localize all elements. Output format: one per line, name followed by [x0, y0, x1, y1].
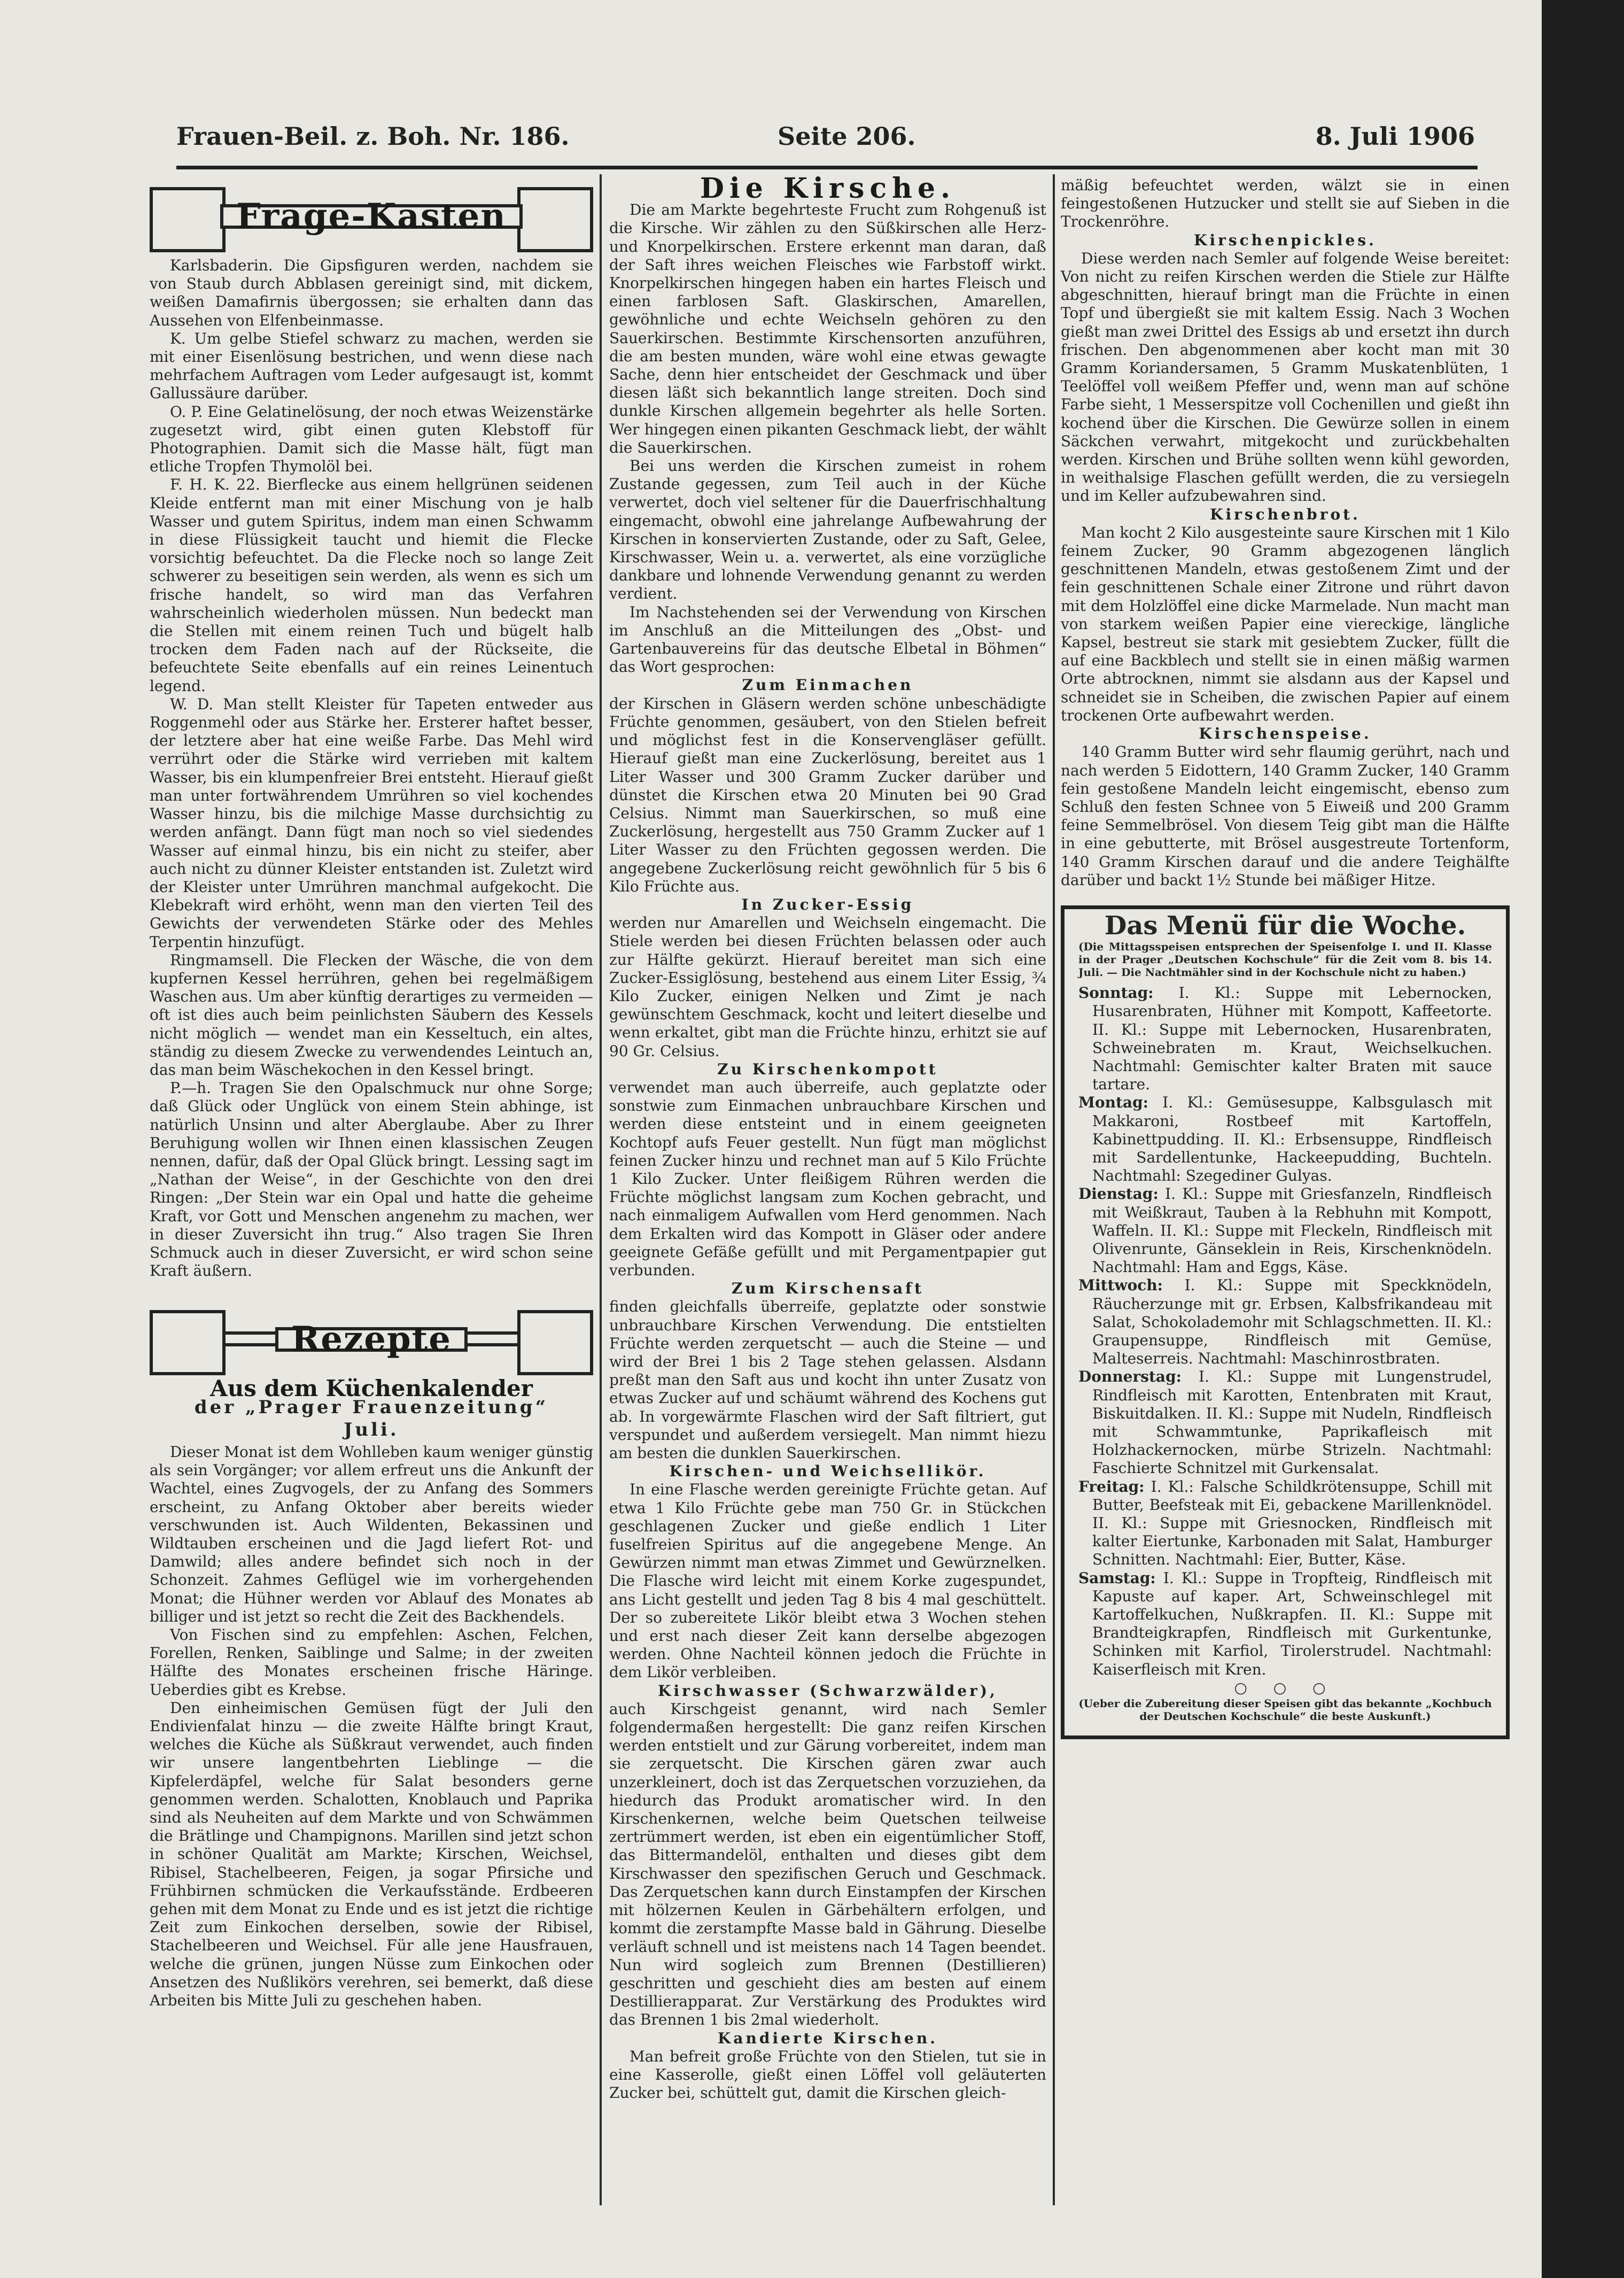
section-text: verwendet man auch überreife, auch geplatzte oder sonstwie zum Einmachen unbrauchbare Kirschen und werden diese entsteint und in einem geeigneten Kochtopf aufs Feuer gestellt. Nun fügt man möglichst feinen Zucker hinzu und rechnet man auf 5 Kilo Früchte 1 Kilo Zucker. Unter fleißigem Rühren werden die Früchte möglichst langsam zum Kochen gebracht, und nach einmaligem Aufwallen vom Herd genommen. Nach dem Erkalten wird das Kompott in Gläser oder andere geeignete Gefäße gefüllt und mit Pergamentpapier gut verbunden. [609, 1078, 1046, 1279]
section-heading: Zum Kirschensaft [731, 1280, 924, 1298]
section-text: Man kocht 2 Kilo ausgesteinte saure Kirschen mit 1 Kilo feinem Zucker, 90 Gramm abgezogenen länglich geschnittenen Mandeln, etwas gestoßenem Zimt und der fein geschnittenen Schale einer Zitrone und rührt davon mit dem Holzlöffel eine dicke Marmelade. Nun macht man von starkem weißen Papier eine viereckige, längliche Kapsel, bestreut sie stark mit gesiebtem Zucker, füllt die auf eine Backblech und stellt sie in einen mäßig warmen Orte abtrocknen, nimmt sie alsdann aus der Kapsel und schneidet sie in Scheiben, die zwischen Papier auf einem trockenen Orte aufbewahrt werden. [1061, 523, 1510, 724]
day-text: I. Kl.: Suppe mit Lungenstrudel, Rindfleisch mit Karotten, Entenbraten mit Kraut, Biskuitdalken. II. Kl.: Suppe mit Nudeln, Rindfleisch mit Schwammtunke, Paprikafleisch mit Holzhackernocken, mürbe Strizeln. Nachtmahl: Faschierte Schnitzel mit Gurkensalat. [1092, 1368, 1492, 1477]
section-text: In eine Flasche werden gereinigte Früchte getan. Auf etwa 1 Kilo Früchte gebe man 750 Gr. in Stückchen geschlagenen Zucker und gieße endlich 1 Liter fuselfreien Spiritus auf die angegebene Menge. An Gewürzen nimmt man etwas Zimmet und Gewürznelken. Die Flasche wird leicht mit einem Korke zugespundet, ans Licht gestellt und jeden Tag 8 bis 4 mal geschüttelt. Der so zubereitete Likör bleibt etwa 3 Wochen stehen und erst nach dieser Zeit kann derselbe abgezogen werden. Ohne Nachteil können jedoch die Früchte in dem Likör verbleiben. [609, 1481, 1046, 1682]
section-heading: Kirschenpickles. [1194, 231, 1377, 249]
menu-day [1078, 1094, 1492, 1185]
answer-paragraph: Karlsbaderin. Die Gipsfiguren werden, nachdem sie von Staub durch Abblasen gereinigt sind, mit dickem, weißen Damafirnis übergossen; sie erhalten dann das Aussehen von Elfenbeinmasse. [150, 257, 593, 329]
column-3 [1061, 176, 1510, 1739]
section-text: werden nur Amarellen und Weichseln eingemacht. Die Stiele werden bei diesen Früchten belassen oder auch zur Hälfte gekürzt. Hierauf bereitet man sich eine Zucker-Essiglösung, bestehend aus einem Liter Essig, ¾ Kilo Zucker, einigen Nelken und Zimt je nach gewünschtem Geschmack, kocht und leitert dieselbe und wenn erkaltet, gibt man die Früchte hinzu, erhitzt sie auf 90 Gr. Celsius. [609, 914, 1046, 1060]
weekly-menu-box [1061, 905, 1510, 1739]
section-text: der Kirschen in Gläsern werden schöne unbeschädigte Früchte genommen, gesäubert, von den Stielen befreit und möglichst fest in die Konservengläser gefüllt. Hierauf gießt man eine Zuckerlösung, bereitet aus 1 Liter Wasser und 300 Gramm Zucker darüber und dünstet die Kirschen etwa 20 Minuten bei 90 Grad Celsius. Nimmt man Sauerkirschen, so muß eine Zuckerlösung, hergestellt aus 750 Gramm Zucker auf 1 Liter Wasser zu den Früchten gegossen werden. Die angegebene Zuckerlösung reicht gewöhnlich für 5 bis 6 Kilo Früchte aus. [609, 694, 1046, 895]
answer-paragraph: Ringmamsell. Die Flecken der Wäsche, die von dem kupfernen Kessel herrühren, gehen bei regelmäßigem Waschen aus. Um aber künftig derartiges zu vermeiden — oft ist dies auch beim peinlichsten Säubern des Kessels nicht möglich — wendet man ein Kesseltuch, ein altes, ständig zu diesem Zwecke zu verwendendes Leintuch an, das man beim Wäschekochen in den Kessel bringt. [150, 951, 593, 1079]
section-heading: Kandierte Kirschen. [718, 2029, 938, 2047]
column-divider [600, 174, 602, 2205]
scan-border [1542, 0, 1624, 2278]
rezepte-title: Rezepte [275, 1327, 468, 1352]
kirsche-title: Die Kirsche. [700, 172, 956, 205]
section-heading: Kirschwasser (Schwarzwälder), [658, 1682, 998, 1700]
menu-note: (Die Mittagsspeisen entsprechen der Speisenfolge I. und II. Klasse in der Prager „Deutschen Kochschule“ für die Zeit vom 8. bis 14. Juli. — Die Nachtmähler sind in der Kochschule nicht zu haben.) [1078, 940, 1492, 979]
menu-separator: ○ ○ ○ [1234, 1678, 1337, 1696]
day-label: Sonntag: [1078, 984, 1154, 1002]
day-text: I. Kl.: Suppe mit Lebernocken, Husarenbraten, Hühner mit Kompott, Kaffeetorte. II. Kl.: Suppe mit Lebernocken, Husarenbraten, Schweinebraten m. Kraut, Weichselkuchen. Nachtmahl: Gemischter kalter Braten mit sauce tartare. [1092, 984, 1492, 1094]
menu-day [1078, 1569, 1492, 1679]
juli-paragraph: Dieser Monat ist dem Wohlleben kaum weniger günstig als sein Vorgänger; vor allem erfreut uns die Ankunft der Wachtel, eines Zugvogels, der zu Anfang des Sommers erscheint, zu Anfang Oktober aber bereits wieder verschwunden ist. Auch Wildenten, Bekassinen und Wildtauben erscheinen und die Jagd liefert Rot- und Damwild; alles andere befindet sich noch in der Schonzeit. Zahmes Geflügel wie im vorhergehenden Monat; die Hühner werden vor Ablauf des Monates ab billiger und ist jetzt so recht die Zeit des Backhendels. [150, 1443, 593, 1625]
section-text: auch Kirschgeist genannt, wird nach Semler folgendermaßen hergestellt: Die ganz reifen Kirschen werden entstielt und zur Gärung vorbereitet, indem man sie zerquetscht. Die Kirschen gären zwar auch unzerkleinert, doch ist das Zerquetschen vorzuziehen, da hiedurch das Produkt aromatischer wird. In den Kirschenkernen, welche beim Quetschen teilweise zertrümmert werden, ist eben ein eigentümlicher Stoff, das Bittermandelöl, enthalten und dieses gibt dem Kirschwasser den spezifischen Geruch und Geschmack. Das Zerquetschen kann durch Einstampfen der Kirschen mit hölzernen Keulen in Gärbehältern erfolgen, und kommt die zerstampfte Masse bald in Gährung. Dieselbe verläuft schnell und ist meistens nach 14 Tagen beendet. Nun wird sogleich zum Brennen (Destillieren) geschritten und geschieht dies am besten auf einem Destillierapparat. Zur Verstärkung des Produktes wird das Brennen 1 bis 2mal wiederholt. [609, 1700, 1046, 2029]
answer-paragraph: W. D. Man stellt Kleister für Tapeten entweder aus Roggenmehl oder aus Stärke her. Ersterer haftet besser, der letztere aber hat eine weiße Farbe. Das Mehl wird verrührt oder die Stärke wird verrieben mit kaltem Wasser, bis ein klumpenfreier Brei entsteht. Hierauf gießt man unter fortwährendem Umrühren so viel kochendes Wasser hinzu, bis die milchige Masse durchsichtig zu werden anfängt. Dann fügt man noch so viel siedendes Wasser auf einmal hinzu, bis ein nicht zu steifer, aber auch nicht zu dünner Kleister entstanden ist. Zuletzt wird der Kleister unter Umrühren manchmal aufgekocht. Die Klebekraft wird erhöht, wenn man den vierten Teil des Gewichts der verwendeten Stärke oder des Mehles Terpentin hinzufügt. [150, 695, 593, 951]
header-date: 8. Juli 1906 [1315, 122, 1475, 151]
menu-title: Das Menü für die Woche. [1104, 910, 1466, 941]
juli-paragraph: Von Fischen sind zu empfehlen: Aschen, Felchen, Forellen, Renken, Saiblinge und Salme; in der zweiten Hälfte des Monates erscheinen frische Häringe. Ueberdies gibt es Krebse. [150, 1626, 593, 1699]
header-left: Frauen-Beil. z. Boh. Nr. 186. [176, 122, 570, 151]
menu-footer: (Ueber die Zubereitung dieser Speisen gibt das bekannte „Kochbuch der Deutschen Kochschule“ die beste Auskunft.) [1078, 1697, 1492, 1723]
day-label: Donnerstag: [1078, 1368, 1182, 1386]
kirsche-intro: Die am Markte begehrteste Frucht zum Rohgenuß ist die Kirsche. Wir zählen zu den Süßkirschen alle Herz- und Knorpelkirschen. Erstere erkennt man daran, daß der Saft ihres weichen Fleisches wie Farbstoff wirkt. Knorpelkirschen hingegen haben ein hartes Fleisch und einen farblosen Saft. Glaskirschen, Amarellen, gewöhnliche und echte Weichseln gehören zu den Sauerkirschen. Bestimmte Kirschensorten anzuführen, die am besten munden, wäre wohl eine etwas gewagte Sache, denn hier entscheidet der Geschmack und über diesen läßt sich bekanntlich lange streiten. Doch sind dunkle Kirschen allgemein begehrter als helle Sorten. Wer hingegen einen pikanten Geschmack liebt, der wählt die Sauerkirschen. [609, 201, 1046, 456]
section-heading: Kirschenspeise. [1199, 725, 1372, 743]
day-text: I. Kl.: Gemüsesuppe, Kalbsgulasch mit Makkaroni, Rostbeef mit Kartoffeln, Kabinettpudding. II. Kl.: Erbsensuppe, Rindfleisch mit Sardellentunke, Hackeepudding, Buchteln. Nachtmahl: Szegediner Gulyas. [1092, 1094, 1492, 1185]
menu-day [1078, 1276, 1492, 1368]
section-text: finden gleichfalls überreife, geplatzte oder sonstwie unbrauchbare Kirschen Verwendung. Die entstielten Früchte werden zerquetscht — auch die Steine — und wird der Brei 1 bis 2 Tage stehen gelassen. Alsdann preßt man den Saft aus und kocht ihn unter Zusatz von etwas Zucker auf und schäumt während des Kochens gut ab. In vorgewärmte Flaschen wird der Saft filtriert, gut verspundet und außerdem versiegelt. Man nimmt hiezu am besten die dunklen Sauerkirschen. [609, 1298, 1046, 1462]
answer-paragraph: K. Um gelbe Stiefel schwarz zu machen, werden sie mit einer Eisenlösung bestrichen, und wenn diese nach mehrfachem Auftragen vom Leder aufgesaugt ist, kommt Gallussäure darüber. [150, 329, 593, 402]
section-text: Man befreit große Früchte von den Stielen, tut sie in eine Kasserolle, gießt einen Löffel voll geläuterten Zucker bei, schüttelt gut, damit die Kirschen gleich- [609, 2047, 1046, 2102]
rezepte-banner [150, 1299, 593, 1380]
day-text: I. Kl.: Suppe mit Speckknödeln, Räucherzunge mit gr. Erbsen, Kalbsfrikandeau mit Salat, Schokolademohr mit Schlagschmetten. II. Kl.: Graupensuppe, Rindfleisch mit Gemüse, Malteserreis. Nachtmahl: Maschinrostbraten. [1092, 1276, 1492, 1368]
answer-paragraph: F. H. K. 22. Bierflecke aus einem hellgrünen seidenen Kleide entfernt man mit einer Mischung von je halb Wasser und gutem Spiritus, indem man einen Schwamm in diese Flüssigkeit taucht und hiemit die Flecke vorsichtig befeuchtet. Da die Flecke noch so lange Zeit schwerer zu beseitigen sein werden, als wenn es sich um frische handelt, so wird man das Verfahren wahrscheinlich wiederholen müssen. Nun bedeckt man die Stellen mit einem reinen Tuch und bügelt halb trocken dem Faden nach auf der Rückseite, die befeuchtete Seite ebenfalls auf ein reines Leinentuch legend. [150, 476, 593, 695]
day-text: I. Kl.: Suppe mit Griesfanzeln, Rindfleisch mit Weißkraut, Tauben à la Rebhuhn mit Kompott, Waffeln. II. Kl.: Suppe mit Fleckeln, Rindfleisch mit Olivenrunte, Gänseklein in Reis, Kirschenknödeln. Nachtmahl: Ham and Eggs, Käse. [1092, 1185, 1492, 1276]
day-text: I. Kl.: Falsche Schildkrötensuppe, Schill mit Butter, Beefsteak mit Ei, gebackene Marillenknödel. II. Kl.: Suppe mit Griesnocken, Rindfleisch mit kalter Eiertunke, Karbonaden mit Salat, Hamburger Schnitten. Nachtmahl: Eier, Butter, Käse. [1092, 1477, 1492, 1569]
section-heading: Kirschen- und Weichsellikör. [669, 1462, 986, 1481]
menu-day [1078, 1368, 1492, 1477]
section-heading: Zu Kirschenkompott [717, 1060, 938, 1078]
header-rule [176, 166, 1478, 169]
section-heading: Zum Einmachen [742, 676, 914, 694]
answer-paragraph: O. P. Eine Gelatinelösung, der noch etwas Weizenstärke zugesetzt wird, gibt einen guten Klebstoff für Photographien. Damit sich die Masse hält, fügt man etliche Tropfen Thymolöl bei. [150, 402, 593, 476]
month-heading: Juli. [344, 1419, 399, 1440]
kalender-subtitle: der „Prager Frauenzeitung“ [194, 1396, 549, 1418]
section-text: 140 Gramm Butter wird sehr flaumig gerührt, nach und nach werden 5 Eidottern, 140 Gramm Zucker, 140 Gramm fein gestoßene Mandeln leicht eingemischt, ebenso zum Schluß den festen Schnee von 5 Eiweiß und 200 Gramm feine Semmelbrösel. Von diesem Teig gibt man die Hälfte in eine gebutterte, mit Brösel ausgestreute Tortenform, 140 Gramm Kirschen darauf und die andere Teighälfte darüber und backt 1½ Stunde bei mäßiger Hitze. [1061, 743, 1510, 889]
frage-kasten-title: Frage-Kasten [220, 204, 522, 229]
juli-paragraph: Den einheimischen Gemüsen fügt der Juli den Endivienfalat hinzu — die zweite Hälfte bringt Kraut, welches die Küche als Süßkraut verwendet, auch finden wir unsere langentbehrten Lieblinge — die Kipfelerdäpfel, welche für Salat besonders gerne genommen werden. Schalotten, Knoblauch und Paprika sind als Neuheiten auf dem Markte und von Schwämmen die Brätlinge und Champignons. Marillen sind jetzt schon in schöner Qualität am Markte; Kirschen, Weichsel, Ribisel, Stachelbeeren, Feigen, ja sogar Pfirsiche und Frühbirnen schmücken die Verkaufsstände. Erdbeeren gehen mit dem Monat zu Ende und es ist jetzt die richtige Zeit zum Einkochen derselben, sowie der Ribisel, Stachelbeeren und Weichsel. Für alle jene Hausfrauen, welche die grünen, jungen Nüsse zum Einkochen oder Ansetzen des Nußlikörs verehren, sei bemerkt, daß diese Arbeiten bis Mitte Juli zu geschehen haben. [150, 1699, 593, 2010]
kirsche-intro: Im Nachstehenden sei der Verwendung von Kirschen im Anschluß an die Mitteilungen des „Obst- und Gartenbauvereins für das deutsche Elbetal in Böhmen“ das Wort gesprochen: [609, 603, 1046, 676]
menu-day [1078, 984, 1492, 1094]
day-label: Dienstag: [1078, 1185, 1159, 1203]
header-page-number: Seite 206. [778, 122, 916, 151]
kirsche-intro: Bei uns werden die Kirschen zumeist in rohem Zustande gegessen, zum Teil auch in der Küche verwertet, doch viel seltener für die Dauerfrischhaltung eingemacht, obwohl eine jahrelange Aufbewahrung der Kirschen in konservierten Zustande, oder zu Saft, Gelee, Kirschwasser, Wein u. a. verwertet, als eine vorzügliche dankbare und lohnende Verwendung genannt zu werden verdient. [609, 457, 1046, 603]
page-header [176, 122, 1475, 165]
answer-paragraph: P.—h. Tragen Sie den Opalschmuck nur ohne Sorge; daß Glück oder Unglück von einem Stein abhinge, ist natürlich Unsinn und alter Aberglaube. Aber zu Ihrer Beruhigung wollen wir Ihnen einen klassischen Zeugen nennen, dafür, daß der Opal Glück bringt. Lessing sagt im „Nathan der Weise“, in der Geschichte von den drei Ringen: „Der Stein war ein Opal und hatte die geheime Kraft, vor Gott und Menschen angenehm zu machen, wer in dieser Zuversicht ihn trug.“ Also tragen Sie Ihren Schmuck auch in dieser Zuversicht, er wird schon seine Kraft äußern. [150, 1079, 593, 1280]
kalender-title: Aus dem Küchenkalender [210, 1375, 533, 1402]
column-divider [1053, 174, 1055, 2205]
column-2 [609, 172, 1046, 2102]
day-label: Samstag: [1078, 1569, 1156, 1587]
day-text: I. Kl.: Suppe in Tropfteig, Rindfleisch mit Kapuste auf kaper. Art, Schweinschlegel mit Kartoffelkuchen, Nußkrapfen. II. Kl.: Suppe mit Brandteigkrapfen, Rindfleisch mit Gurkentunke, Schinken mit Karfiol, Tirolerstrudel. Nachtmahl: Kaiserfleisch mit Kren. [1092, 1569, 1492, 1678]
day-label: Freitag: [1078, 1477, 1145, 1496]
column-1 [150, 176, 593, 2010]
section-heading: Kirschenbrot. [1210, 505, 1361, 523]
menu-day [1078, 1478, 1492, 1569]
menu-day [1078, 1185, 1492, 1276]
section-heading: In Zucker-Essig [741, 895, 914, 913]
continuation-text: mäßig befeuchtet werden, wälzt sie in einen feingestoßenen Hutzucker und stellt sie auf Sieben in die Trockenröhre. [1061, 176, 1510, 231]
frage-kasten-banner [150, 176, 593, 257]
day-label: Mittwoch: [1078, 1276, 1163, 1295]
day-label: Montag: [1078, 1094, 1149, 1112]
section-text: Diese werden nach Semler auf folgende Weise bereitet: Von nicht zu reifen Kirschen werden die Stiele zur Hälfte abgeschnitten, hierauf bringt man die Früchte in einen Topf und übergießt sie mit kaltem Essig. Nach 3 Wochen gießt man zwei Drittel des Essigs ab und ersetzt ihn durch frischen. Den abgenommenen aber kocht man mit 30 Gramm Koriandersamen, 5 Gramm Muskatenblüten, 1 Teelöffel voll weißem Pfeffer und, wenn man auf schöne Farbe sieht, 1 Messerspitze voll Cochenillen und gießt ihn kochend über die Kirschen. Die Gewürze sollen in einem Säckchen verwahrt, mitgekocht und zurückbehalten werden. Kirschen und Brühe sollten wenn kühl geworden, in weithalsige Flaschen gefüllt werden, die zu versiegeln und im Keller aufzubewahren sind. [1061, 249, 1510, 505]
